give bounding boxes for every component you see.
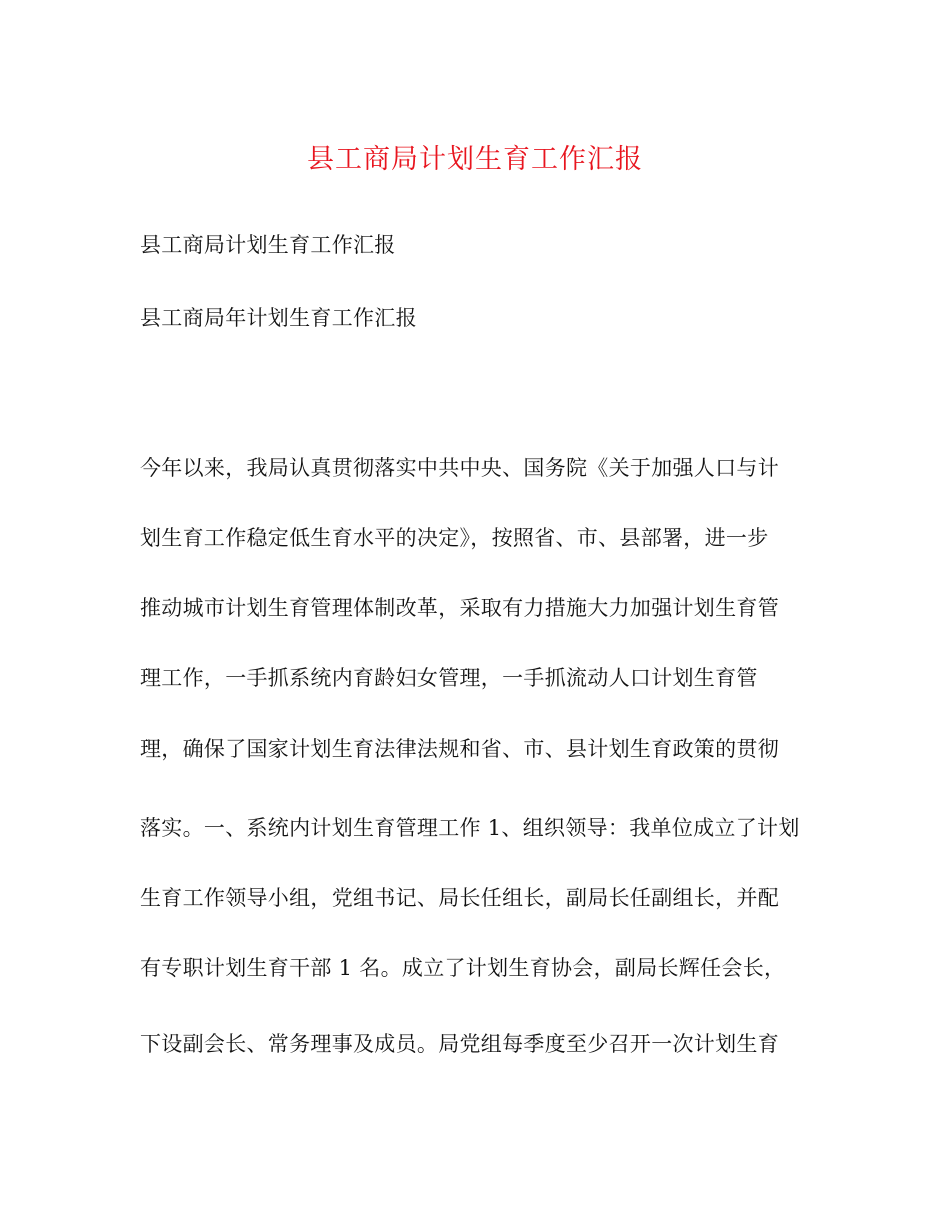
body-line: 理工作，一手抓系统内育龄妇女管理，一手抓流动人口计划生育管 xyxy=(140,666,758,690)
body-line: 推动城市计划生育管理体制改革，采取有力措施大力加强计划生育管 xyxy=(140,596,779,620)
body-line: 落实。一、系统内计划生育管理工作 1、组织领导：我单位成立了计划 xyxy=(140,816,800,840)
body-line: 生育工作领导小组，党组书记、局长任组长，副局长任副组长，并配 xyxy=(140,886,779,910)
document-subtitle: 县工商局计划生育工作汇报 xyxy=(140,233,396,257)
body-line: 下设副会长、常务理事及成员。局党组每季度至少召开一次计划生育 xyxy=(140,1032,779,1056)
document-title: 县工商局计划生育工作汇报 xyxy=(307,144,643,175)
body-line: 划生育工作稳定低生育水平的决定》，按照省、市、县部署，进一步 xyxy=(140,526,769,550)
body-line: 今年以来，我局认真贯彻落实中共中央、国务院《关于加强人口与计 xyxy=(140,456,779,480)
body-line: 有专职计划生育干部 1 名。成立了计划生育协会，副局长辉任会长， xyxy=(140,956,786,980)
body-line: 理，确保了国家计划生育法律法规和省、市、县计划生育政策的贯彻 xyxy=(140,737,779,761)
document-subtitle-year: 县工商局年计划生育工作汇报 xyxy=(140,306,417,330)
